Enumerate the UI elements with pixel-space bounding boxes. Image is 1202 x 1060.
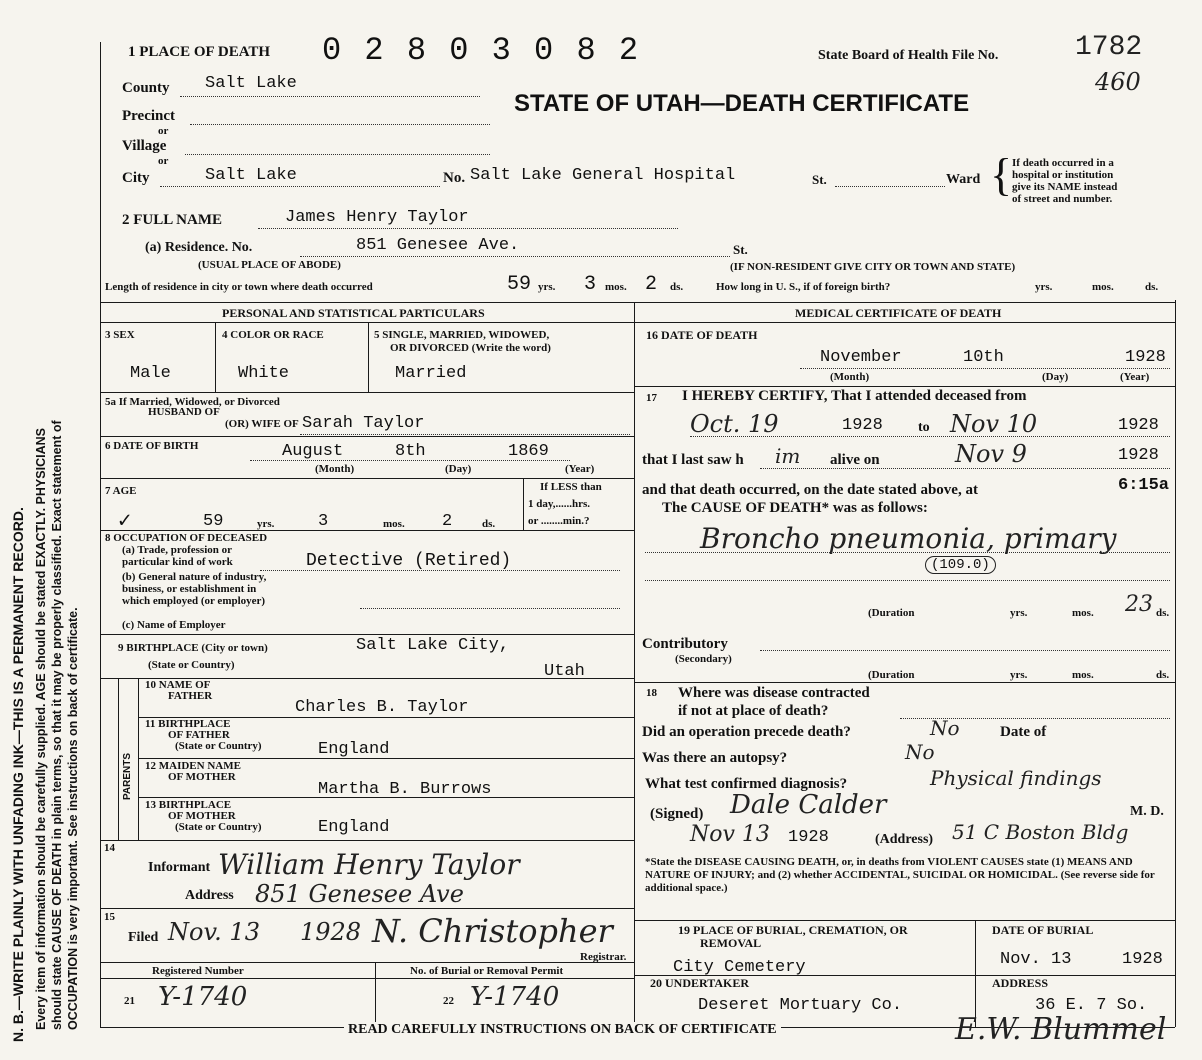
attended-from-year: 1928 (842, 416, 883, 435)
mother-label-2: OF MOTHER (168, 771, 236, 783)
st-label: St. (812, 172, 827, 187)
registrar-footer-signature: E.W. Blummel (955, 1012, 1167, 1047)
burial-permit-number: Y-1740 (470, 982, 560, 1012)
last-saw-label: that I last saw h (642, 452, 744, 468)
age-mos-label: mos. (383, 518, 405, 530)
dob-year: 1869 (508, 442, 549, 461)
mother-bp-label-2: OF MOTHER (168, 810, 236, 822)
dod-year-label: (Year) (1120, 371, 1150, 383)
precinct-label: Precinct (122, 108, 176, 124)
nonresident-label: (IF NON-RESIDENT GIVE CITY OR TOWN AND STATE) (730, 261, 1016, 273)
informant-signature: William Henry Taylor (218, 848, 520, 881)
dob-day-label: (Day) (445, 463, 472, 475)
cause-of-death: Broncho pneumonia, primary (700, 522, 1117, 555)
cause-label: The CAUSE OF DEATH* was as follows: (662, 500, 928, 516)
duration-mos-label-1: mos. (1072, 607, 1094, 619)
side-note-line-2: Every item of information should be carefully supplied. AGE should be stated EXACTLY. PHYSICIANS (34, 428, 48, 1030)
age-years: 59 (203, 512, 224, 531)
father-bp-label-1: 11 BIRTHPLACE (145, 718, 231, 730)
signed-label: (Signed) (650, 806, 704, 822)
residence-st-label: St. (733, 242, 748, 257)
side-note-permanent-record: N. B.—WRITE PLAINLY WITH UNFADING INK—THIS IS A PERMANENT RECORD. (10, 507, 26, 1042)
birth-state-label: (State or Country) (148, 659, 235, 671)
father-value: Charles B. Taylor (295, 698, 469, 717)
dob-label: 6 DATE OF BIRTH (105, 440, 199, 452)
burial-number-box: 22 (443, 995, 454, 1007)
dod-year: 1928 (1125, 348, 1166, 367)
occupation-value: Detective (Retired) (306, 551, 512, 571)
residence-years: 59 (507, 273, 532, 296)
birth-state-value: Utah (544, 662, 585, 681)
operation-value: No (930, 716, 960, 740)
father-bp-value: England (318, 740, 390, 759)
occupation-a-2: particular kind of work (122, 556, 233, 568)
time-of-death: 6:15a (1118, 476, 1170, 495)
duration-mos-label-2: mos. (1072, 669, 1094, 681)
dob-day: 8th (395, 442, 426, 461)
certify-text: I HEREBY CERTIFY, That I attended deceased from (682, 388, 1027, 404)
file-no: 1782 (1075, 32, 1143, 63)
side-note-line-4: OCCUPATION is very important. See instructions on back of certificate. (66, 607, 80, 1030)
undertaker-address: 36 E. 7 So. (1035, 996, 1148, 1015)
marital-label-2: OR DIVORCED (Write the word) (390, 342, 551, 354)
duration-ds-label-2: ds. (1156, 669, 1170, 681)
duration-label-2: (Duration (868, 669, 915, 681)
burial-place-label-2: REMOVAL (700, 936, 762, 950)
dob-month: August (282, 442, 344, 461)
alive-on-label: alive on (830, 452, 880, 468)
ward-note-2: hospital or institution (1012, 169, 1114, 181)
certify-number: 17 (646, 392, 657, 404)
race-value: White (238, 364, 290, 383)
side-note-line-3: should state CAUSE OF DEATH in plain terms, so that it may be properly classified. Exact statement of (50, 420, 64, 1030)
file-no-secondary: 460 (1095, 68, 1141, 96)
dod-month: November (820, 348, 902, 367)
file-no-label: State Board of Health File No. (818, 48, 999, 63)
father-bp-label-2: OF FATHER (168, 729, 230, 741)
occupation-c: (c) Name of Employer (122, 619, 226, 631)
less-label-2: 1 day,......hrs. (528, 498, 591, 510)
age-ds-label: ds. (482, 518, 496, 530)
attended-to-year: 1928 (1118, 416, 1159, 435)
undertaker-value: Deseret Mortuary Co. (698, 996, 903, 1015)
sex-value: Male (130, 364, 171, 383)
operation-label: Did an operation precede death? (642, 724, 851, 740)
dod-day: 10th (963, 348, 1004, 367)
county-label: County (122, 80, 170, 96)
reg-number-box: 21 (124, 995, 135, 1007)
burial-place-label-1: 19 PLACE OF BURIAL, CREMATION, OR (678, 923, 908, 937)
length-residence-label: Length of residence in city or town where death occurred (105, 281, 373, 293)
test-value: Physical findings (930, 766, 1102, 790)
occupation-a-1: (a) Trade, profession or (122, 544, 232, 556)
age-months: 3 (318, 512, 329, 531)
registered-number-label: Registered Number (152, 965, 244, 977)
cause-footnote: *State the DISEASE CAUSING DEATH, or, in deaths from VIOLENT CAUSES state (1) MEANS AND NATURE OF INJURY; and (2) whether ACCIDENTAL, SUICIDAL OR HOMICIDAL. (See reverse side for additional space.) (645, 856, 1155, 894)
death-occurred-text: and that death occurred, on the date stated above, at (642, 482, 978, 498)
parents-label: PARENTS (122, 752, 133, 800)
ward-note-3: give its NAME instead (1012, 181, 1118, 193)
attended-from: Oct. 19 (690, 410, 779, 438)
street-no-label: No. (443, 170, 466, 186)
place-of-death-label: 1 PLACE OF DEATH (128, 44, 271, 60)
less-label-1: If LESS than (540, 481, 602, 493)
md-label: M. D. (1130, 804, 1164, 819)
dod-day-label: (Day) (1042, 371, 1069, 383)
residence-days: 2 (645, 273, 658, 296)
attended-to: Nov 10 (950, 410, 1038, 438)
race-label: 4 COLOR OR RACE (222, 329, 324, 341)
contributory-label: Contributory (642, 636, 728, 652)
birthplace-label: 9 BIRTHPLACE (City or town) (118, 642, 268, 654)
filed-label: Filed (128, 930, 159, 945)
dob-year-label: (Year) (565, 463, 595, 475)
residence-months: 3 (584, 273, 597, 296)
or-label-2: or (158, 155, 169, 167)
village-label: Village (122, 138, 167, 154)
item-18-number: 18 (646, 687, 657, 699)
full-name-label: 2 FULL NAME (122, 212, 223, 228)
contracted-label-1: Where was disease contracted (678, 685, 870, 701)
signed-date: Nov 13 (690, 822, 770, 847)
usual-abode-label: (USUAL PLACE OF ABODE) (198, 259, 341, 271)
last-saw-date: Nov 9 (955, 440, 1027, 468)
autopsy-value: No (905, 740, 935, 764)
us-residence-label: How long in U. S., if of foreign birth? (716, 281, 891, 293)
signed-address: 51 C Boston Bldg (952, 820, 1129, 844)
spouse-value: Sarah Taylor (302, 414, 425, 433)
ward-note-1: If death occurred in a (1012, 157, 1114, 169)
filed-number: 15 (104, 911, 115, 923)
ward-note-4: of street and number. (1012, 193, 1113, 205)
burial-permit-label: No. of Burial or Removal Permit (410, 965, 564, 977)
duration-days: 23 (1125, 592, 1153, 617)
undertaker-address-label: ADDRESS (992, 976, 1049, 990)
father-bp-label-3: (State or Country) (175, 740, 262, 752)
mother-bp-label-1: 13 BIRTHPLACE (145, 799, 232, 811)
test-label: What test confirmed diagnosis? (645, 776, 848, 792)
burial-year: 1928 (1122, 950, 1163, 969)
date-of-label: Date of (1000, 724, 1047, 740)
mother-label-1: 12 MAIDEN NAME (145, 760, 241, 772)
dod-label: 16 DATE OF DEATH (646, 328, 758, 342)
or-label-1: or (158, 125, 169, 137)
marital-value: Married (395, 364, 467, 383)
us-yrs-label: yrs. (1035, 281, 1053, 293)
residence-yrs-label: yrs. (538, 281, 556, 293)
spouse-label-1: 5a If Married, Widowed, or Divorced (105, 396, 280, 408)
residence-label: (a) Residence. No. (145, 240, 253, 255)
to-label: to (918, 420, 930, 435)
autopsy-label: Was there an autopsy? (642, 750, 788, 766)
less-label-3: or ........min.? (528, 515, 590, 527)
medical-certificate-header: MEDICAL CERTIFICATE OF DEATH (795, 306, 1002, 320)
residence-value: 851 Genesee Ave. (356, 236, 520, 255)
last-saw-him: im (775, 444, 801, 468)
age-check: ✓ (118, 509, 132, 534)
undertaker-label: 20 UNDERTAKER (650, 976, 750, 990)
duration-yrs-label-2: yrs. (1010, 669, 1028, 681)
duration-label-1: (Duration (868, 607, 915, 619)
spouse-label-2: HUSBAND OF (148, 406, 220, 418)
mother-value: Martha B. Burrows (318, 780, 492, 799)
sex-label: 3 SEX (105, 329, 135, 341)
ward-label: Ward (946, 172, 981, 187)
physician-signature: Dale Calder (730, 790, 887, 820)
full-name-value: James Henry Taylor (285, 208, 469, 227)
age-days: 2 (442, 512, 453, 531)
burial-date-label: DATE OF BURIAL (992, 923, 1094, 937)
spouse-label-3: (OR) WIFE OF (225, 418, 299, 430)
mother-bp-label-3: (State or Country) (175, 821, 262, 833)
filed-date: Nov. 13 (168, 918, 260, 946)
us-mos-label: mos. (1092, 281, 1114, 293)
residence-ds-label: ds. (670, 281, 684, 293)
stamp-number: 0 2 8 0 3 0 8 2 (322, 32, 641, 69)
mother-bp-value: England (318, 818, 390, 837)
burial-date: Nov. 13 (1000, 950, 1072, 969)
informant-address: 851 Genesee Ave (255, 880, 464, 908)
informant-number: 14 (104, 842, 115, 854)
filed-year: 1928 (300, 918, 362, 946)
dod-month-label: (Month) (830, 371, 870, 383)
city-label: City (122, 170, 150, 186)
burial-place-value: City Cemetery (673, 958, 806, 977)
us-ds-label: ds. (1145, 281, 1159, 293)
registrar-signature: N. Christopher (372, 912, 613, 950)
cause-code: (109.0) (925, 556, 996, 574)
father-label-1: 10 NAME OF (145, 679, 211, 691)
signed-address-label: (Address) (875, 832, 934, 847)
duration-yrs-label-1: yrs. (1010, 607, 1028, 619)
dob-month-label: (Month) (315, 463, 355, 475)
last-saw-year: 1928 (1118, 446, 1159, 465)
personal-particulars-header: PERSONAL AND STATISTICAL PARTICULARS (222, 306, 485, 320)
registered-number: Y-1740 (158, 982, 248, 1012)
occupation-b-1: (b) General nature of industry, (122, 571, 267, 583)
certificate-title: STATE OF UTAH—DEATH CERTIFICATE (514, 90, 970, 117)
signed-year: 1928 (788, 828, 829, 847)
county-value: Salt Lake (205, 74, 297, 93)
contracted-label-2: if not at place of death? (678, 703, 829, 719)
registrar-label: Registrar. (580, 951, 627, 963)
secondary-label: (Secondary) (675, 653, 732, 665)
birthplace-value: Salt Lake City, (356, 636, 510, 655)
city-value: Salt Lake (205, 166, 297, 185)
residence-mos-label: mos. (605, 281, 627, 293)
occupation-label: 8 OCCUPATION OF DECEASED (105, 532, 268, 544)
age-label: 7 AGE (105, 485, 137, 497)
hospital-value: Salt Lake General Hospital (470, 166, 736, 185)
instructions-footer: READ CAREFULLY INSTRUCTIONS ON BACK OF CERTIFICATE (344, 1022, 781, 1038)
duration-ds-label-1: ds. (1156, 607, 1170, 619)
informant-label: Informant (148, 860, 211, 875)
informant-address-label: Address (185, 888, 234, 903)
death-certificate: N. B.—WRITE PLAINLY WITH UNFADING INK—THIS IS A PERMANENT RECORD. Every item of information should be carefully supplied. AGE should be stated EXACTLY. PHYSICIANS should state CAUSE OF DEATH in plain terms, so that it may be properly classified. Exact statement of OCCUPATION is very important. See instructions on back of certificate. 1 PLACE OF DEATH 0 2 8 0 3 0 8 2 State Board of Health File No. 1782 460 STATE OF UTAH—DEATH CERTIFICATE County Salt Lake Precinct or Village or City Salt Lake No. Salt Lake General Hospital St. Ward { If death occurred in a hospital or institution give its NAME instead of street and number. 2 FULL NAME James Henry Taylor (a) Residence. No. 851 Genesee Ave. St. (USUAL PLACE OF ABODE) (IF NON-RESIDENT GIVE CITY OR TOWN AND STATE) Length of residence in city or town where death occurred 59 yrs. 3 mos. 2 ds. How long in U. S., if of foreign birth? yrs. mos. ds. PERSONAL AND STATISTICAL PARTICULARS MEDICAL CERTIFICATE OF DEATH 3 SEX Male 4 COLOR OR RACE White 5 SINGLE, MARRIED, WIDOWED, OR DIVORCED (Write the word) Married 5a If Married, Widowed, or Divorced HUSBAND OF (OR) WIFE OF Sarah Taylor 6 DATE OF BIRTH August 8th 1869 (Month) (Day) (Year) 7 AGE ✓ 59 yrs. 3 mos. 2 ds. If LESS than 1 day,......hrs. or ........min.? 8 OCCUPATION OF DECEASED (a) Trade, profession or particular kind of work Detective (Retired) (b) General nature of industry, business, or establishment in which employed (or employer) (c) Name of Employer 9 BIRTHPLACE (City or town) Salt Lake City, (State or Country) Utah PARENTS 10 NAME OF FATHER Charles B. Taylor 11 BIRTHPLACE OF FATHER (State or Country) England 12 MAIDEN NAME OF MOTHER Martha B. Burrows 13 BIRTHPLACE OF MOTHER (State or Country) England 14 Informant William Henry Taylor Address 851 Genesee Ave 15 Filed Nov. 13 1928 N. Christopher Registrar. Registered Number No. of Burial or Removal Permit 21 Y-1740 22 Y-1740 16 DATE OF DEATH November 10th 1928 (Month) (Day) (Year) 17 I HEREBY CERTIFY, That I attended deceased from Oct. 19 1928 to Nov 10 1928 that I last saw h im alive on Nov 9 1928 and that death occurred, on the date stated above, at 6:15a The CAUSE OF DEATH* was as follows: Broncho pneumonia, primary (109.0) (Duration yrs. mos. 23 ds. Contributory (Secondary) (Duration yrs. mos. ds. 18 Where was disease contracted if not at place of death? Did an operation precede death? No Date of Was there an autopsy? No What test confirmed diagnosis? Physical findings (Signed) Dale Calder M. D. Nov 13 1928 (Address) 51 C Boston Bldg *State the DISEASE CAUSING DEATH, or, in deaths from VIOLENT CAUSES state (1) MEANS AND NATURE OF INJURY; and (2) whether ACCIDENTAL, SUICIDAL OR HOMICIDAL. (See reverse side for additional space.) 19 PLACE OF BURIAL, CREMATION, OR REMOVAL City Cemetery DATE OF BURIAL Nov. 13 1928 20 UNDERTAKER Deseret Mortuary Co. ADDRESS 36 E. 7 So. READ CAREFULLY INSTRUCTIONS ON BACK OF CERTIFICATE E.W. Blummel (0, 0, 1202, 1060)
marital-label-1: 5 SINGLE, MARRIED, WIDOWED, (374, 329, 550, 341)
father-label-2: FATHER (168, 690, 213, 702)
occupation-b-2: business, or establishment in (122, 583, 257, 595)
age-yrs-label: yrs. (257, 518, 275, 530)
occupation-b-3: which employed (or employer) (122, 595, 266, 607)
